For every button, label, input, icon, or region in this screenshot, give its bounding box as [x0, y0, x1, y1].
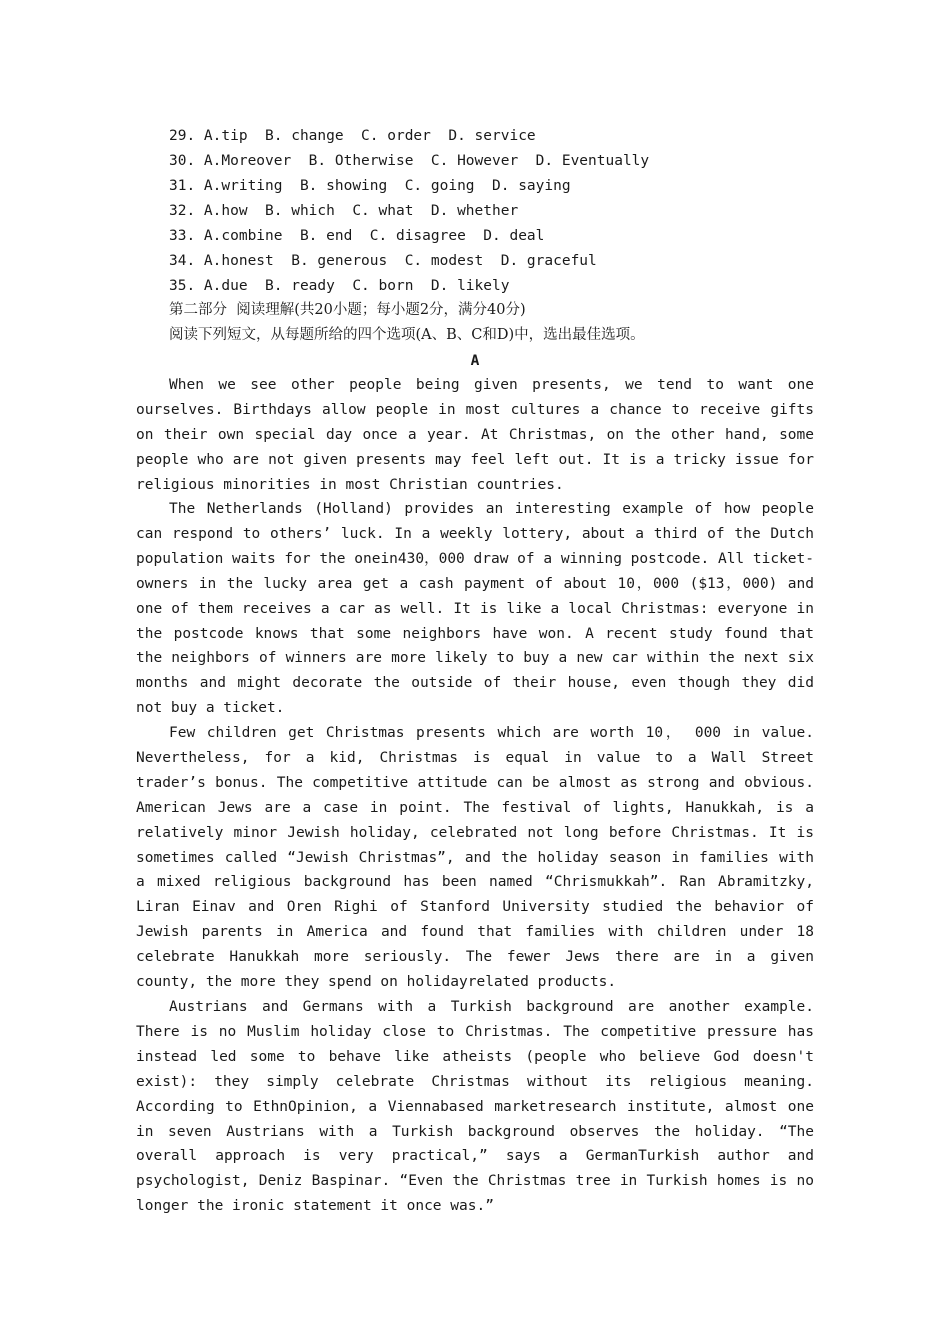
passage-title: A [470, 353, 480, 369]
option-line-34: 34. A.honest B. generous C. modest D. graceful [169, 253, 597, 269]
passage-paragraph-4: Austrians and Germans with a Turkish background are another example. There is no Muslim holiday close to Christmas. The competitive pressure has instead led some to behave like atheists (people who believe God doesn't exist): they simply celebrate Christmas without its religious meaning. According to EthnOpinion, a Viennabased marketresearch institute, almost one in seven Austrians with a Turkish background observes the holiday. “The overall approach is very practical,” says a GermanTurkish author and psychologist, Deniz Baspinar. “Even the Christmas tree in Turkish homes is no longer the ironic statement it once was.” [136, 999, 814, 1215]
passage-paragraph-3: Few children get Christmas presents which are worth 10， 000 in value. Nevertheless, for a kid, Christmas is equal in value to a Wall Street trader’s bonus. The competitive attitude can be almost as strong and obvious. American Jews are a case in point. The festival of lights, Hanukkah, is a relatively minor Jewish holiday, celebrated not long before Christmas. It is sometimes called “Jewish Christmas”, and the holiday season in families with a mixed religious background has been named “Chrismukkah”. Ran Abramitzky, Liran Einav and Oren Righi of Stanford University studied the behavior of Jewish parents in America and found that families with children under 18 celebrate Hanukkah more seriously. The fewer Jews there are in a given county, the more they spend on holidayrelated products. [136, 725, 814, 991]
section-heading: 第二部分 阅读理解(共20小题；每小题2分，满分40分) [169, 302, 526, 318]
option-line-35: 35. A.due B. ready C. born D. likely [169, 278, 510, 294]
option-line-32: 32. A.how B. which C. what D. whether [169, 203, 519, 219]
option-line-30: 30. A.Moreover B. Otherwise C. However D. Eventually [169, 153, 650, 169]
passage-paragraph-1: When we see other people being given presents, we tend to want one ourselves. Birthdays allow people in most cultures a chance to receive gifts on their own special day once a year. At Christmas, on the other hand, some people who are not given presents may feel left out. It is a tricky issue for religious minorities in most Christian countries. [136, 377, 814, 493]
passage-paragraph-2: The Netherlands (Holland) provides an interesting example of how people can respond to others’ luck. In a weekly lottery, about a third of the Dutch population waits for the onein430，000 draw of a winning postcode. All ticket-owners in the lucky area get a cash payment of about 10，000 ($13，000) and one of them receives a car as well. It is like a local Christmas: everyone in the postcode knows that some neighbors have won. A recent study found that the neighbors of winners are more likely to buy a new car within the next six months and might decorate the outside of their house, even though they did not buy a ticket. [136, 501, 814, 717]
option-line-33: 33. A.combine B. end C. disagree D. deal [169, 228, 545, 244]
section-instruction: 阅读下列短文，从每题所给的四个选项(A、B、C和D)中，选出最佳选项。 [169, 327, 645, 343]
option-line-31: 31. A.writing B. showing C. going D. saying [169, 178, 571, 194]
option-line-29: 29. A.tip B. change C. order D. service [169, 128, 536, 144]
